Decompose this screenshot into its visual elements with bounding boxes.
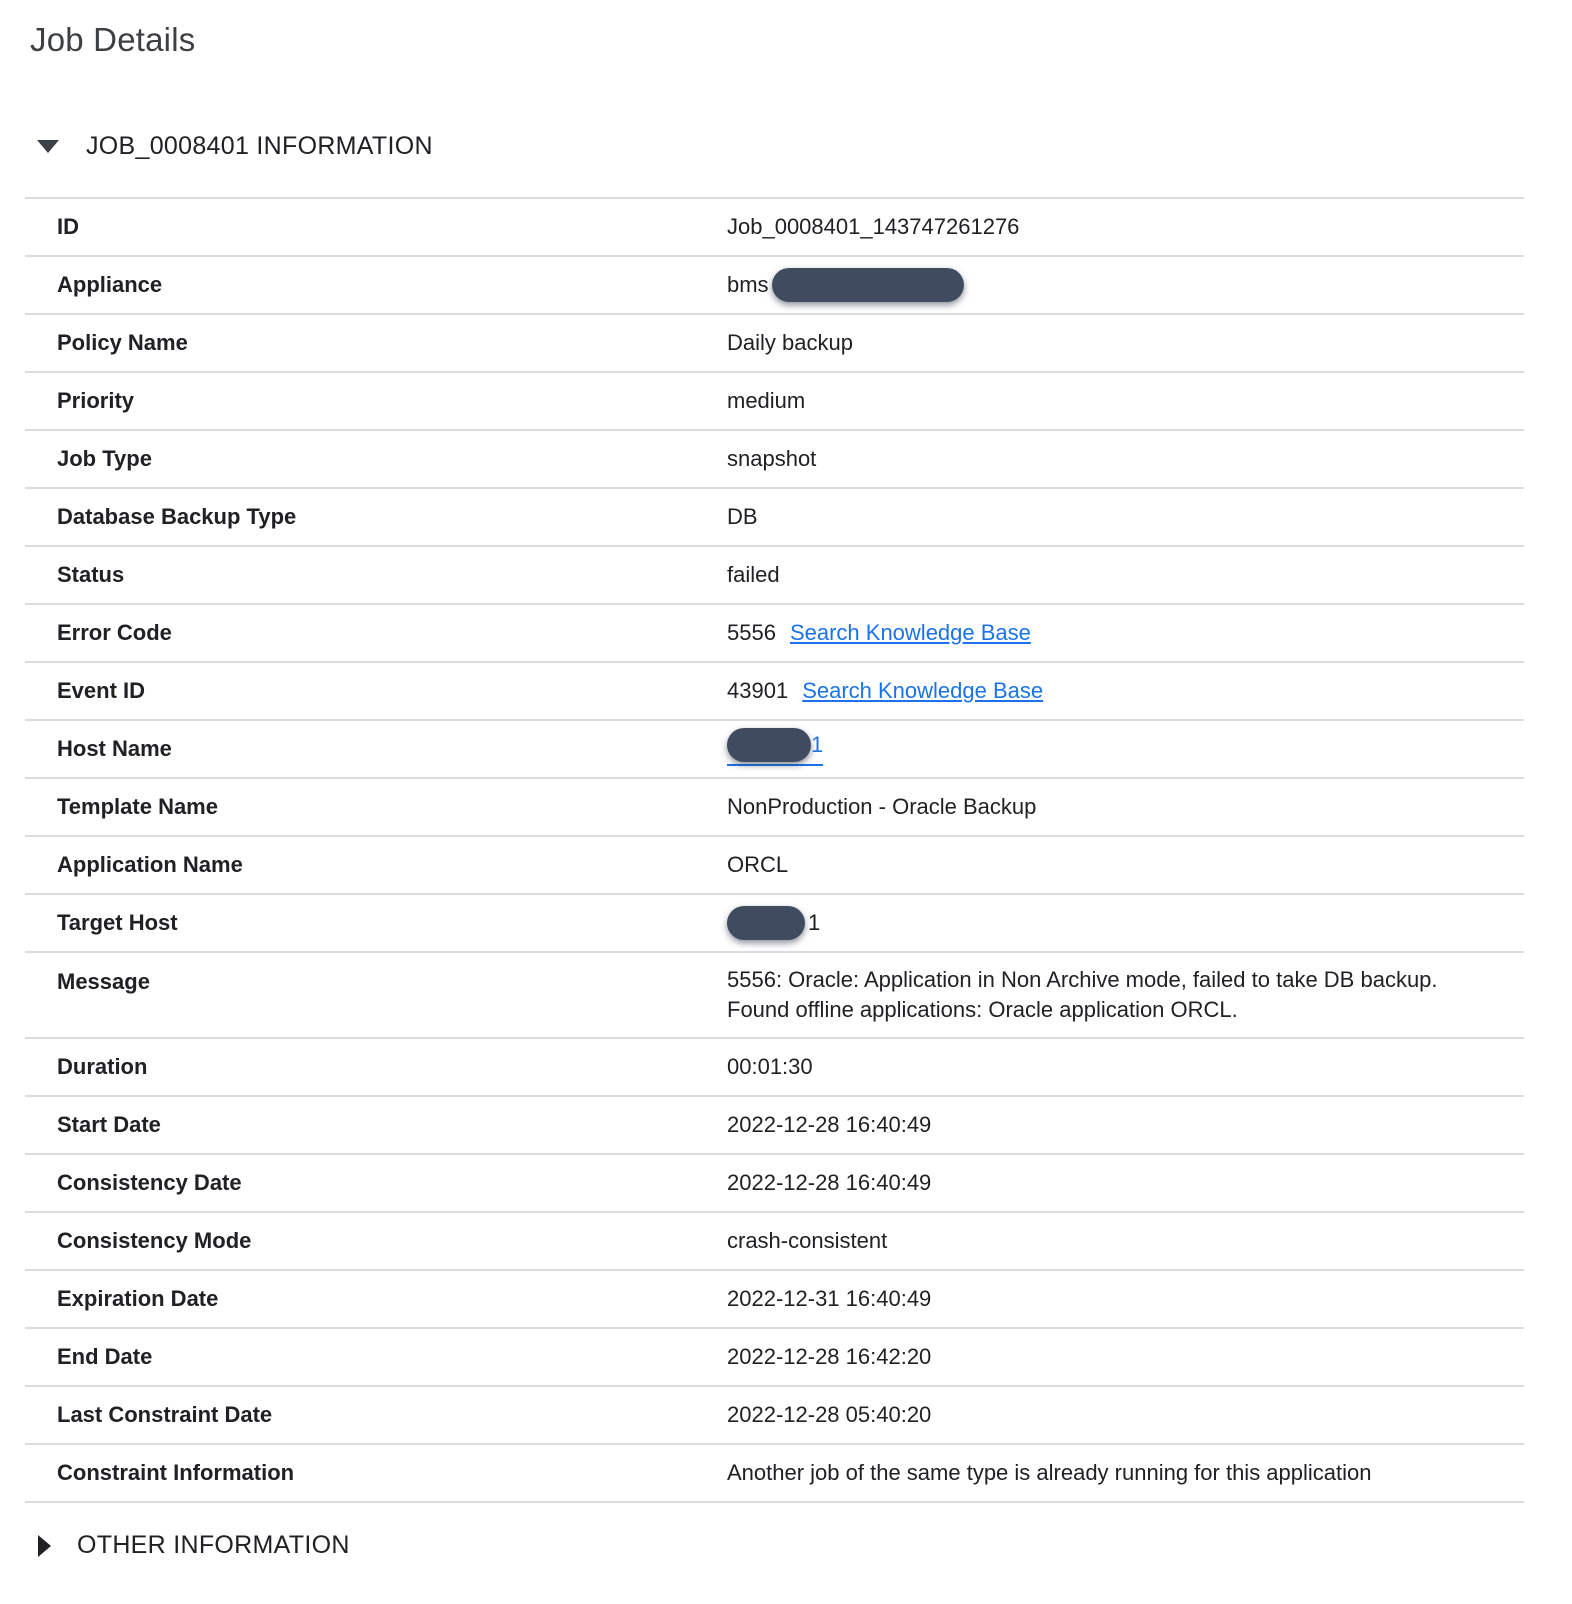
row-label: ID (57, 214, 79, 239)
row-value: crash-consistent (727, 1228, 888, 1253)
event-id-value: 43901 (727, 678, 789, 703)
row-end-date (25, 1329, 1524, 1387)
row-message (25, 953, 1524, 1039)
row-value (727, 906, 1524, 940)
status-value: failed (727, 562, 780, 587)
row-label: Status (57, 562, 125, 587)
row-value: medium (727, 388, 806, 413)
row-value: Job_0008401_143747261276 (727, 214, 1020, 239)
row-label: Message (57, 969, 150, 994)
row-label: Database Backup Type (57, 504, 297, 529)
row-consistency-date (25, 1155, 1524, 1213)
job-info-table (25, 197, 1524, 1503)
row-status (25, 547, 1524, 605)
triangle-right-icon (38, 1535, 51, 1557)
row-label: Target Host (57, 910, 178, 935)
row-label: Template Name (57, 794, 218, 819)
row-id (25, 199, 1524, 257)
row-label: Consistency Mode (57, 1228, 252, 1253)
host-name-suffix: 1 (811, 732, 824, 757)
row-label: Policy Name (57, 330, 188, 355)
row-label: Appliance (57, 272, 163, 297)
row-label: Constraint Information (57, 1460, 295, 1485)
row-priority (25, 373, 1524, 431)
row-value: 2022-12-31 16:40:49 (727, 1286, 932, 1311)
row-value: ORCL (727, 852, 789, 877)
row-value: 00:01:30 (727, 1054, 813, 1079)
row-policy-name (25, 315, 1524, 373)
row-label: End Date (57, 1344, 153, 1369)
row-value: Daily backup (727, 330, 853, 355)
row-value: snapshot (727, 446, 817, 471)
row-label: Start Date (57, 1112, 161, 1137)
row-value: 2022-12-28 16:40:49 (727, 1112, 932, 1137)
row-label: Host Name (57, 736, 172, 761)
row-label: Last Constraint Date (57, 1402, 273, 1427)
row-value: 2022-12-28 16:42:20 (727, 1344, 932, 1369)
triangle-down-icon (37, 140, 59, 153)
row-event-id (25, 663, 1524, 721)
job-info-section-title: JOB_0008401 INFORMATION (86, 132, 433, 160)
appliance-value-prefix: bms (727, 272, 769, 297)
other-info-section-title: OTHER INFORMATION (77, 1531, 350, 1559)
row-value: Another job of the same type is already running for this application (727, 1460, 1372, 1485)
row-start-date (25, 1097, 1524, 1155)
row-label: Consistency Date (57, 1170, 242, 1195)
row-value: 2022-12-28 05:40:20 (727, 1402, 932, 1427)
row-value: NonProduction - Oracle Backup (727, 794, 1037, 819)
row-value (727, 618, 1524, 648)
row-target-host (25, 895, 1524, 953)
event-id-kb-link[interactable]: Search Knowledge Base (802, 678, 1044, 703)
row-label: Expiration Date (57, 1286, 219, 1311)
redaction-pill (772, 268, 964, 302)
redaction-pill (727, 728, 811, 762)
row-label: Application Name (57, 852, 243, 877)
page-title: Job Details (30, 21, 196, 58)
host-name-link[interactable] (727, 728, 823, 766)
row-error-code (25, 605, 1524, 663)
row-host-name (25, 721, 1524, 779)
row-duration (25, 1039, 1524, 1097)
row-value (727, 676, 1524, 706)
target-host-suffix: 1 (808, 910, 821, 935)
row-expiration-date (25, 1271, 1524, 1329)
row-application-name (25, 837, 1524, 895)
row-value: DB (727, 504, 758, 529)
row-appliance (25, 257, 1524, 315)
row-value: 2022-12-28 16:40:49 (727, 1170, 932, 1195)
row-job-type (25, 431, 1524, 489)
error-code-value: 5556 (727, 620, 776, 645)
other-info-section-toggle[interactable] (38, 1531, 1549, 1560)
message-value: 5556: Oracle: Application in Non Archive mode, failed to take DB backup. Found offline applications: Oracle application ORCL. (727, 967, 1438, 1022)
row-label: Error Code (57, 620, 172, 645)
job-info-section-toggle[interactable] (37, 132, 1549, 161)
row-database-backup-type (25, 489, 1524, 547)
row-label: Job Type (57, 446, 152, 471)
row-label: Event ID (57, 678, 146, 703)
row-consistency-mode (25, 1213, 1524, 1271)
row-constraint-information (25, 1445, 1524, 1503)
row-template-name (25, 779, 1524, 837)
row-last-constraint-date (25, 1387, 1524, 1445)
row-label: Duration (57, 1054, 148, 1079)
error-code-kb-link[interactable]: Search Knowledge Base (789, 620, 1031, 645)
redaction-pill (727, 906, 805, 940)
row-label: Priority (57, 388, 135, 413)
row-value (727, 268, 1524, 302)
row-value (727, 728, 1524, 770)
